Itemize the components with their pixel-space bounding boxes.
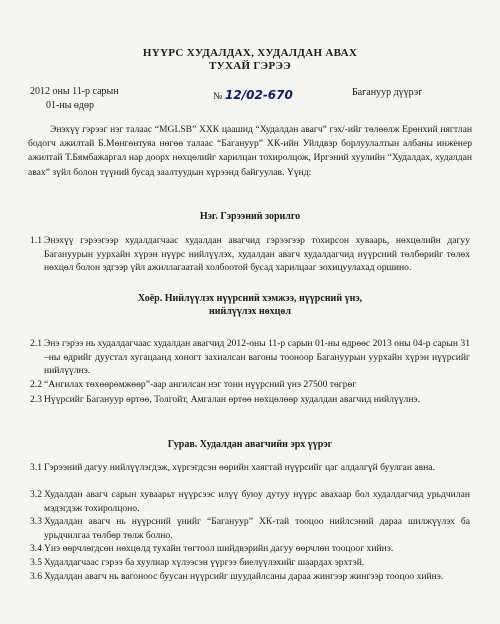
number-sign: № [213, 91, 223, 102]
contract-location: Багануур дүүрэг [352, 87, 423, 98]
clause-number: 3.1 [30, 462, 42, 473]
clause-text: Энэ гэрээ нь худалдагчаас худалдан авагчид 2012-оны 11-р сарын 01-ны өдрөөс 2013 оны 04-р сарын 31 –ны өдрийг дуустал хугацаанд хоногт захиалсан вагоны тооноор Багануурын уурхайн хүрэн нүүрсийг нийлүүлнэ. [44, 338, 470, 377]
clause-text: Үнэ өөрчлөгдсөн нөхцөлд тухайн төгтоол шийдвэрийн дагуу өөрчлөн тооцоог хийнэ. [44, 543, 394, 554]
clause-3-3 [30, 515, 470, 543]
clause-number: 1.1 [30, 235, 42, 246]
clause-number: 2.1 [30, 338, 42, 349]
clause-3-5 [30, 556, 470, 570]
clause-text: Гэрээний дагуу нийлүүлэгдэж, хүргэгдсэн өөрийн хаягтай нүүрсийг цаг алдалгүй буулган авна. [44, 462, 435, 473]
clause-3-2 [30, 488, 470, 516]
clause-3-1 [30, 461, 470, 489]
clause-text: Худалдан авагч сарын хуваарьт нүүрсээс илүү буюу дутуу нүүрс авахаар бол худалдагчид урьдчилан мэдэгдэж тохиролцоно. [44, 489, 470, 514]
clause-text: Энэхүү гэрээгээр худалдагчаас худалдан авагчид гэрээгээр тохирсон хуваарь, нөхцөлийн дагуу Багануурын уурхайн хүрэн нүүрс нийлүүлэх, худалдан авагч худалдагчид нүүрсний төлбөрийг төлөх нөхцөл болон эдгээр үйл ажиллагаатай холбоотой бусад харилцааг зохицуулахад оршино. [44, 235, 470, 274]
handwritten-contract-number: 12/02-670 [225, 88, 293, 102]
clause-number: 3.5 [30, 557, 42, 568]
section-heading-supply: Хоёр. Нийлүүлэх нүүрсний хэмжээ, нүүрсний үнэ, нийлүүлэх нөхцөл [137, 293, 363, 317]
clause-3-4 [30, 542, 470, 556]
section-heading-buyer-rights: Гурав. Худалдан авагчийн эрх үүрэг [167, 439, 333, 450]
clause-2-2 [30, 378, 470, 392]
clause-number: 2.2 [30, 379, 42, 390]
clause-text: Нүүрсийг Багануур өртөө, Толгойт, Амгалан өртөө нөхцөлөөр худалдан авагчид нийлүүлнэ. [44, 394, 420, 405]
clause-number: 3.2 [30, 489, 42, 500]
clause-number: 3.4 [30, 543, 42, 554]
clause-text: Худалдагчаас гэрээ ба хуулиар хүлээсэн үүргээ биелүүлэхийг шаардах эрхтэй. [44, 557, 365, 568]
intro-paragraph: Энэхүү гэрээг нэг талаас “MGLSB” ХХК цаашид “Худалдан авагч” гэх/-ийг төлөөлж Ерөнхий нягтлан бодогч ажилтай Б.Мөнгөнтуяа нөгөө талаас “Багануур” ХК-ийн Уйлдвэр борлуулалтын албаны инженер ажилтай Т.Бямбажаргал нар доорх нөхцөлийг харилцан тохиролцож, Иргэний хуулийн “Худалдах, худалдан авах” зүйл болон түүний бусад заалтуудын хүрээнд байгуулав. Үүнд: [28, 124, 472, 178]
contract-date: 2012 оны 11-р сарын [30, 86, 119, 97]
clause-number: 2.3 [30, 394, 42, 405]
clause-number: 3.3 [30, 516, 42, 527]
clause-text: Худалдан авагч нь вагоноос буусан нүүрсийг шуудайлсаны дараа жингээр жингээр тооцоо хийнэ. [44, 571, 444, 582]
document-title-line1: НҮҮРС ХУДАЛДАХ, ХУДАЛДАН АВАХ [142, 47, 358, 59]
clause-number: 3.6 [30, 571, 42, 582]
clause-text: Худалдан авагч нь нүүрсний үнийг “Багануур” ХК-тай тооцоо нийлсэний дараа шилжүүлэх ба урьдчилгаа төлбөр төлж болно. [44, 516, 470, 541]
section-heading-purpose: Нэг. Гэрээний зорилго [199, 211, 301, 222]
clause-2-3 [30, 393, 470, 421]
clause-2-1 [30, 337, 470, 379]
clause-3-6 [30, 570, 470, 598]
clause-1-1 [30, 234, 470, 276]
contract-number [213, 88, 293, 102]
clause-text: “Ангилах төхөөрөмжөөр”-аар ангилсан нэг тонн нүүрсний үнэ 27500 төгрөг [44, 379, 357, 390]
contract-date-day: 01-ны өдөр [46, 100, 94, 111]
document-title-line2: ТУХАЙ ГЭРЭЭ [208, 60, 291, 72]
